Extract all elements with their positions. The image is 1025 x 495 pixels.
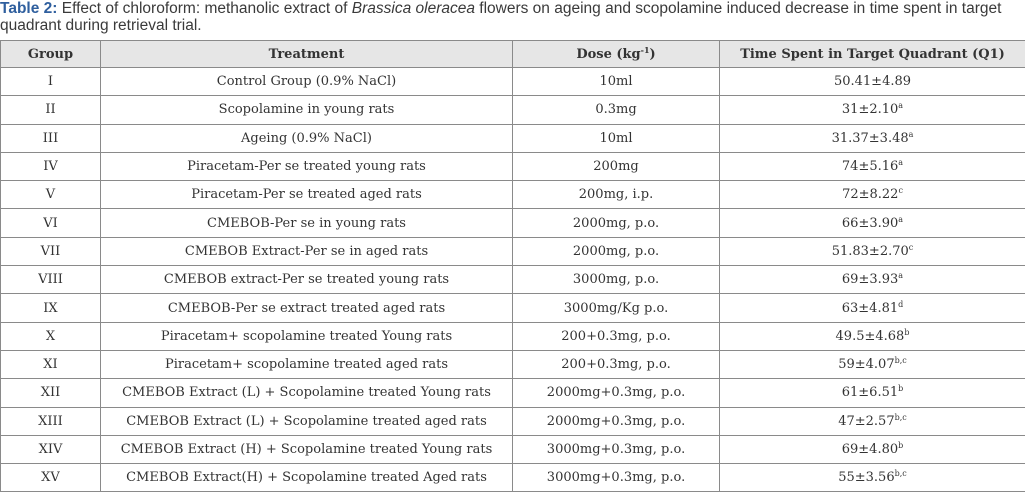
table-row (1, 237, 1025, 265)
cell-group: VI (1, 209, 101, 237)
table-row (1, 68, 1025, 96)
cell-time-sup: b,c (894, 469, 907, 479)
cell-time-sup: b (898, 441, 904, 450)
caption-species: Brassica oleracea (351, 0, 475, 17)
cell-treatment: Ageing (0.9% NaCl) (101, 124, 513, 152)
cell-dose: 200mg (513, 152, 720, 180)
header-time: Time Spent in Target Quadrant (Q1) (720, 41, 1025, 68)
cell-time-value: 59±4.07 (838, 357, 895, 373)
caption-text-before: Effect of chloroform: methanolic extract of (57, 0, 352, 17)
cell-dose: 2000mg+0.3mg, p.o. (513, 379, 720, 407)
cell-time-value: 72±8.22 (842, 187, 899, 203)
cell-time-value: 69±3.93 (841, 272, 899, 288)
table-row (1, 350, 1025, 378)
header-treatment: Treatment (101, 41, 513, 68)
header-row (1, 41, 1025, 68)
table-caption (0, 0, 1025, 34)
cell-time (720, 96, 1025, 124)
table-row (1, 464, 1025, 492)
cell-time-sup: b,c (894, 356, 907, 366)
cell-time-sup: d (898, 299, 904, 309)
cell-time (720, 152, 1025, 180)
cell-dose: 2000mg, p.o. (513, 209, 720, 237)
cell-treatment: CMEBOB Extract (H) + Scopolamine treated Young rats (101, 435, 513, 463)
header-group: Group (1, 41, 101, 68)
cell-dose: 10ml (513, 124, 720, 152)
header-dose-sup: -1 (640, 44, 650, 55)
table-row (1, 209, 1025, 237)
cell-dose: 3000mg/Kg p.o. (513, 294, 720, 322)
cell-dose: 10ml (513, 68, 720, 96)
caption-text-after: flowers on ageing and scopolamine induced decrease in time spent in target quadrant during retrieval trial. (0, 0, 1002, 34)
cell-time-value: 31±2.10 (841, 102, 899, 118)
cell-treatment: CMEBOB Extract-Per se in aged rats (101, 237, 513, 265)
cell-time (720, 379, 1025, 407)
cell-time-value: 74±5.16 (841, 159, 899, 175)
cell-time-sup: b (898, 384, 904, 394)
cell-group: IX (1, 294, 101, 322)
cell-dose: 200mg, i.p. (513, 181, 720, 209)
caption-label: Table 2: (0, 0, 58, 17)
cell-treatment: Piracetam+ scopolamine treated aged rats (101, 350, 513, 378)
cell-time (720, 181, 1025, 209)
cell-group: VII (1, 237, 101, 265)
header-dose (513, 41, 720, 68)
cell-time-sup: c (898, 186, 903, 196)
cell-dose: 200+0.3mg, p.o. (513, 322, 720, 350)
cell-treatment: Piracetam-Per se treated aged rats (101, 181, 513, 209)
cell-dose: 3000mg+0.3mg, p.o. (513, 435, 720, 463)
cell-time-value: 55±3.56 (838, 470, 895, 486)
table-row (1, 294, 1025, 322)
header-dose-suffix: ) (649, 46, 656, 62)
cell-time-sup: a (898, 101, 904, 111)
cell-treatment: CMEBOB extract-Per se treated young rats (101, 266, 513, 294)
cell-time (720, 322, 1025, 350)
table-row (1, 379, 1025, 407)
cell-time-value: 49.5±4.68 (835, 328, 905, 344)
table-row (1, 152, 1025, 180)
cell-time (720, 237, 1025, 265)
cell-time-value: 61±6.51 (841, 385, 899, 401)
cell-dose: 200+0.3mg, p.o. (513, 350, 720, 378)
cell-time-sup: b (904, 327, 910, 337)
cell-group: XII (1, 379, 101, 407)
cell-time-value: 51.83±2.70 (831, 243, 909, 259)
table-row (1, 322, 1025, 350)
cell-dose: 3000mg, p.o. (513, 266, 720, 294)
cell-time (720, 124, 1025, 152)
table-row (1, 124, 1025, 152)
cell-group: III (1, 124, 101, 152)
cell-time (720, 407, 1025, 435)
cell-dose: 0.3mg (513, 96, 720, 124)
cell-treatment: CMEBOB Extract(H) + Scopolamine treated Aged rats (101, 464, 513, 492)
cell-time (720, 294, 1025, 322)
table-row (1, 435, 1025, 463)
cell-dose: 2000mg, p.o. (513, 237, 720, 265)
results-table (0, 40, 1025, 492)
table-body (1, 68, 1025, 492)
cell-time-value: 31.37±3.48 (831, 130, 909, 146)
cell-time-value: 50.41±4.89 (833, 74, 912, 90)
cell-group: X (1, 322, 101, 350)
cell-time-sup: c (908, 242, 914, 252)
cell-treatment: Piracetam+ scopolamine treated Young rats (101, 322, 513, 350)
cell-time (720, 350, 1025, 378)
cell-group: XI (1, 350, 101, 378)
table-row (1, 407, 1025, 435)
cell-time-sup: b,c (894, 412, 907, 422)
cell-group: VIII (1, 266, 101, 294)
cell-time-sup: a (898, 158, 904, 168)
cell-group: II (1, 96, 101, 124)
cell-treatment: CMEBOB Extract (L) + Scopolamine treated Young rats (101, 379, 513, 407)
cell-dose: 2000mg+0.3mg, p.o. (513, 407, 720, 435)
table-row (1, 266, 1025, 294)
cell-group: I (1, 68, 101, 96)
cell-group: XV (1, 464, 101, 492)
table-row (1, 181, 1025, 209)
cell-treatment: Scopolamine in young rats (101, 96, 513, 124)
cell-time-value: 47±2.57 (838, 413, 895, 429)
cell-time-sup: a (898, 271, 904, 281)
cell-treatment: CMEBOB Extract (L) + Scopolamine treated aged rats (101, 407, 513, 435)
cell-group: IV (1, 152, 101, 180)
cell-treatment: CMEBOB-Per se in young rats (101, 209, 513, 237)
cell-time-sup: a (908, 129, 914, 139)
cell-time-value: 69±4.80 (841, 442, 899, 457)
cell-treatment: Piracetam-Per se treated young rats (101, 152, 513, 180)
cell-treatment: Control Group (0.9% NaCl) (101, 68, 513, 96)
cell-treatment: CMEBOB-Per se extract treated aged rats (101, 294, 513, 322)
cell-dose: 3000mg+0.3mg, p.o. (513, 464, 720, 492)
cell-time (720, 209, 1025, 237)
cell-time-sup: a (898, 214, 904, 224)
cell-time (720, 435, 1025, 463)
cell-time-value: 66±3.90 (841, 215, 899, 231)
cell-time-value: 63±4.81 (841, 300, 899, 316)
cell-group: XIV (1, 435, 101, 463)
cell-time (720, 266, 1025, 294)
cell-group: XIII (1, 407, 101, 435)
cell-group: V (1, 181, 101, 209)
header-dose-prefix: Dose (kg (576, 46, 641, 62)
table-row (1, 96, 1025, 124)
cell-time (720, 464, 1025, 492)
cell-time (720, 68, 1025, 96)
